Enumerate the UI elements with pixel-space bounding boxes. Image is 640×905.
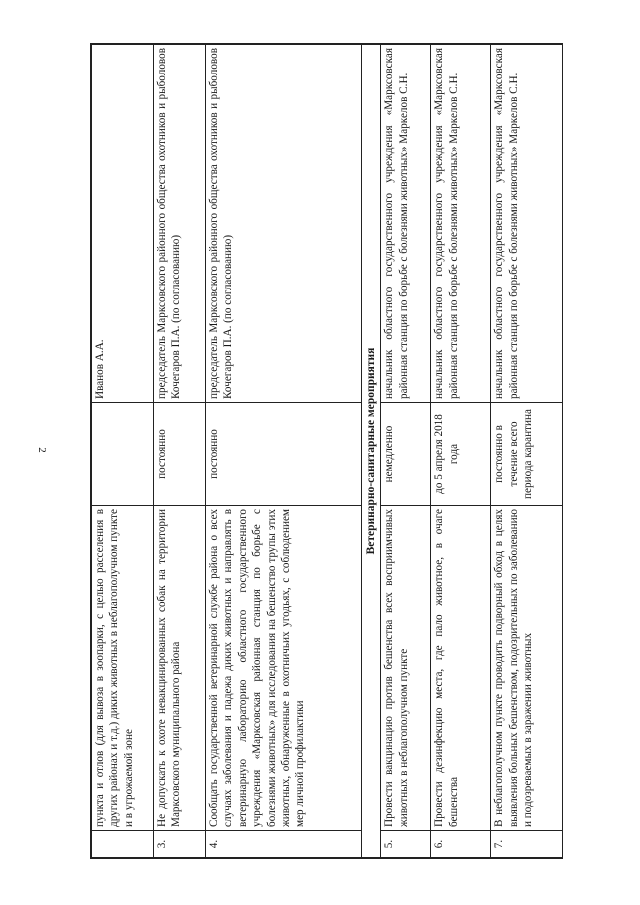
table-row [154,45,206,858]
table-row [431,45,491,858]
measure-text: В неблагополучном пункте проводить подворный обход в целях выявления больных бешенством, подозрительных по заболеванию и подозреваемых в заражении животных [491,506,563,831]
deadline-text: постоянно [154,403,206,506]
table-row [92,45,154,858]
page-number: 2 [36,447,48,453]
responsible-text: председатель Марксовского районного общества охотников и рыболовов Кочегаров П.А. (по согласованию) [206,45,362,403]
row-number: 6. [431,831,491,858]
deadline-text: постоянно [206,403,362,506]
measure-text: Провести дезинфекцию места, где пало животное, в очаге бешенства [431,506,491,831]
measure-text: Провести вакцинацию против бешенства всех восприимчивых животных в неблагополучном пункте [381,506,431,831]
responsible-text: начальник областного государственного учреждения «Марксовская районная станция по борьбе с болезнями животных» Маркелов С.Н. [431,45,491,403]
row-number [92,831,154,858]
deadline-text [92,403,154,506]
table-row [206,45,362,858]
table-row [491,45,563,858]
section-title: Ветеринарно-санитарные мероприятия [362,45,381,858]
measure-text: Не допускать к охоте невакцинированных собак на территории Марксовского муниципального района [154,506,206,831]
measure-text: пункта и отлов (для вывоза в зоопарки, с целью расселения в других районах и т.д.) диких животных в неблагополучном пункте и в угрожаемой зоне [92,506,154,831]
row-number: 4. [206,831,362,858]
deadline-text: постоянно в течение всего периода карантина [491,403,563,506]
deadline-text: немедленно [381,403,431,506]
row-number: 3. [154,831,206,858]
row-number: 7. [491,831,563,858]
deadline-text: до 5 апреля 2018 года [431,403,491,506]
section-row [362,45,381,858]
row-number: 5. [381,831,431,858]
measures-table [90,43,563,859]
table-row [381,45,431,858]
responsible-text: председатель Марксовского районного общества охотников и рыболовов Кочегаров П.А. (по согласованию) [154,45,206,403]
responsible-text: начальник областного государственного учреждения «Марксовская районная станция по борьбе с болезнями животных» Маркелов С.Н. [491,45,563,403]
responsible-text: начальник областного государственного учреждения «Марксовская районная станция по борьбе с болезнями животных» Маркелов С.Н. [381,45,431,403]
responsible-text: Иванов А.А. [92,45,154,403]
measure-text: Сообщать государственной ветеринарной службе района о всех случаях заболевания и падежа диких животных и направлять в ветеринарную лабораторию областного государственного учреждения «Марксовская районная станция по борьбе с болезнями животных» для исследования на бешенство трупы этих животных, обнаруженные в охотничьих угодьях, с соблюдением мер личной профилактики [206,506,362,831]
